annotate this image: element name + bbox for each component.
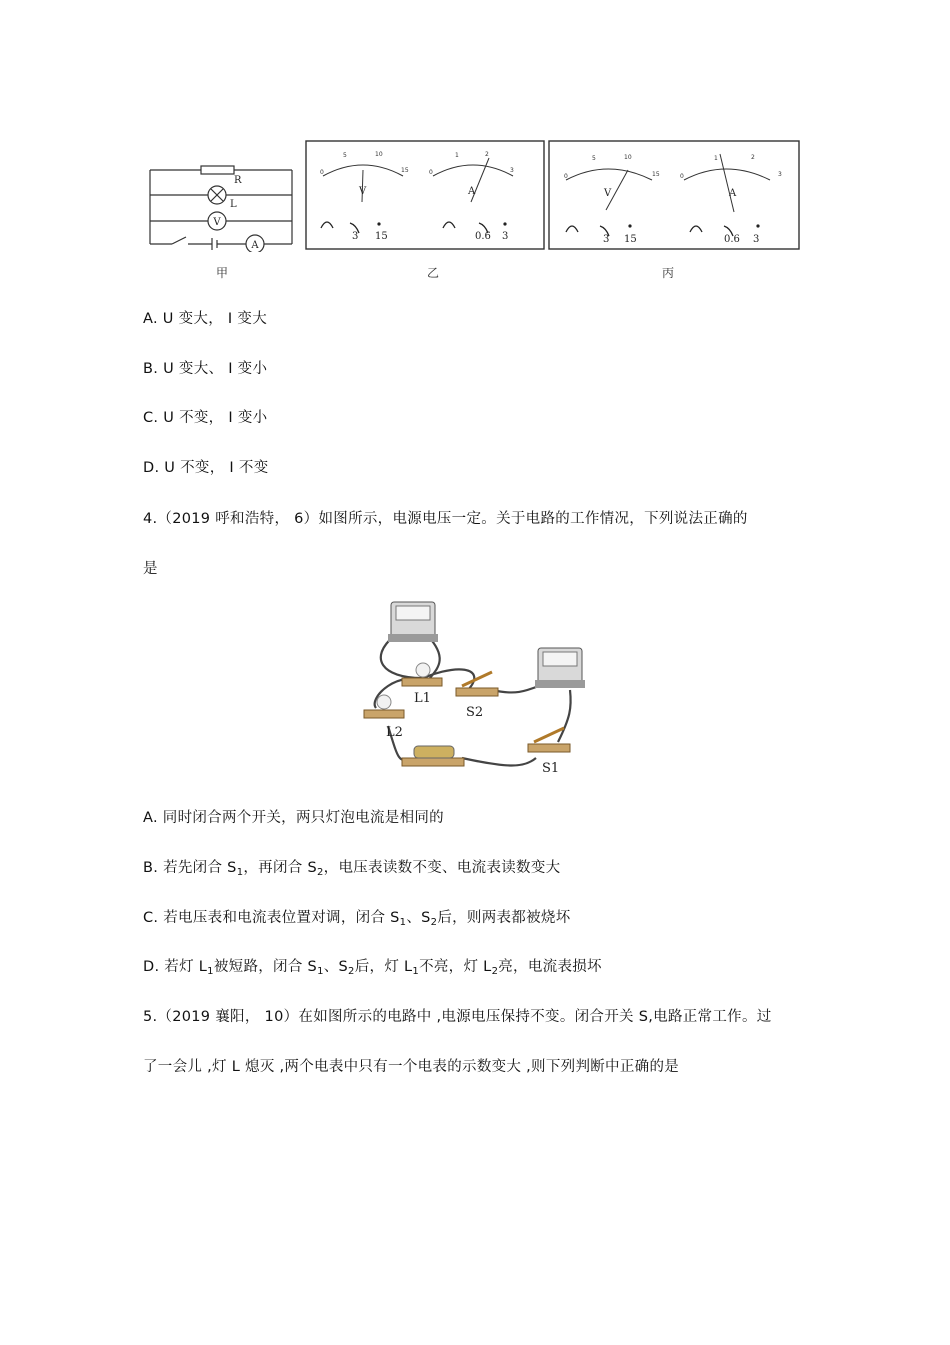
lamp-label: L [230, 199, 237, 210]
circuit-schematic-jia [146, 160, 298, 252]
q4-stem-line1: 4.（2019 呼和浩特， 6）如图所示，电源电压一定。关于电路的工作情况，下列说法正确的 [143, 511, 748, 527]
ammeter-letter-bing: A [729, 188, 737, 199]
svg-text:3: 3 [352, 231, 359, 242]
caption-jia: 甲 [216, 266, 229, 280]
label-s1: S1 [542, 761, 560, 776]
svg-text:1: 1 [455, 152, 459, 159]
meter-panel-yi [305, 140, 545, 250]
resistor-label: R [234, 175, 242, 186]
svg-text:1: 1 [714, 155, 718, 162]
ammeter-symbol: A [251, 240, 259, 251]
voltmeter-symbol: V [213, 217, 221, 228]
svg-text:3: 3 [778, 171, 782, 178]
label-l2: L2 [386, 725, 403, 740]
voltmeter-letter-bing: V [604, 188, 612, 199]
svg-text:3: 3 [753, 234, 760, 245]
caption-yi: 乙 [427, 266, 440, 280]
svg-text:2: 2 [751, 154, 755, 161]
svg-text:0: 0 [564, 173, 568, 180]
circuit-photo-illustration [358, 598, 588, 780]
meter-panel-bing [548, 140, 800, 250]
svg-text:15: 15 [401, 167, 409, 174]
svg-text:3: 3 [510, 167, 514, 174]
q4-option-b: B. 若先闭合 $S_1$，再闭合 $S_2$，电压表读数不变、电流表读数变大 [143, 860, 561, 878]
caption-bing: 丙 [662, 266, 675, 280]
svg-text:0: 0 [429, 169, 433, 176]
q4-option-a: A. 同时闭合两个开关，两只灯泡电流是相同的 [143, 810, 444, 826]
svg-text:15: 15 [375, 231, 388, 242]
svg-text:0.6: 0.6 [724, 234, 740, 245]
q5-stem-line1: 5.（2019 襄阳， 10）在如图所示的电路中 ,电源电压保持不变。闭合开关 S,电路正常工作。过 [143, 1009, 772, 1025]
svg-text:0: 0 [320, 169, 324, 176]
svg-text:10: 10 [624, 154, 632, 161]
ammeter-letter: A [468, 186, 476, 197]
svg-text:15: 15 [652, 171, 660, 178]
svg-text:3: 3 [502, 231, 509, 242]
q3-option-a: A. U 变大， I 变大 [143, 311, 267, 327]
svg-text:2: 2 [485, 151, 489, 158]
svg-text:5: 5 [592, 155, 596, 162]
svg-text:15: 15 [624, 234, 637, 245]
q3-option-c: C. U 不变， I 变小 [143, 410, 268, 426]
svg-text:10: 10 [375, 151, 383, 158]
svg-text:5: 5 [343, 152, 347, 159]
q4-stem-line2: 是 [143, 561, 158, 577]
q3-option-b: B. U 变大、 I 变小 [143, 361, 268, 377]
label-l1: L1 [414, 691, 431, 706]
q5-stem-line2: 了一会儿 ,灯 L 熄灭 ,两个电表中只有一个电表的示数变大 ,则下列判断中正确的是 [143, 1059, 680, 1075]
svg-text:0: 0 [680, 173, 684, 180]
q3-option-d: D. U 不变， I 不变 [143, 460, 269, 476]
q4-option-d: D. 若灯 $L_1$被短路，闭合 $S_1$、$S_2$后，灯 $L_1$不亮，灯 $L_2$亮，电流表损坏 [143, 959, 602, 977]
voltmeter-letter: V [359, 186, 367, 197]
svg-text:3: 3 [603, 234, 610, 245]
q4-option-c: C. 若电压表和电流表位置对调，闭合 $S_1$、$S_2$后，则两表都被烧坏 [143, 910, 571, 928]
svg-text:0.6: 0.6 [475, 231, 491, 242]
label-s2: S2 [466, 705, 484, 720]
